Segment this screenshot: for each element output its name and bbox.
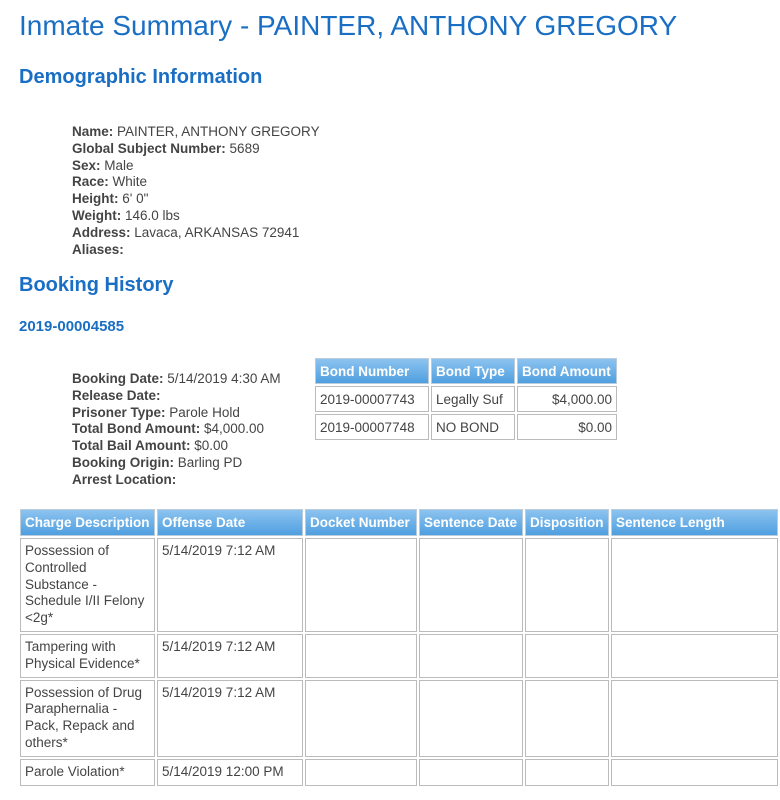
charge-description-cell: Possession of Controlled Substance - Schedule I/II Felony <2g* <box>20 538 155 632</box>
docket-number-cell <box>305 634 417 678</box>
charge-table <box>18 507 780 788</box>
field-prisoner-type: Prisoner Type: Parole Hold <box>72 404 240 420</box>
disposition-cell <box>525 680 609 757</box>
bond-type-cell: NO BOND <box>431 414 515 440</box>
charge-row <box>20 634 778 678</box>
field-total-bail-amount: Total Bail Amount: $0.00 <box>72 438 229 454</box>
bond-header-row <box>315 358 617 384</box>
charge-description-cell: Possession of Drug Paraphernalia - Pack, Repack and others* <box>20 680 155 757</box>
bond-amount-cell: $4,000.00 <box>517 386 617 412</box>
demographic-heading: Demographic Information <box>19 66 263 88</box>
offense-date-cell: 5/14/2019 7:12 AM <box>157 680 303 757</box>
charge-row <box>20 759 778 786</box>
field-total-bond-amount: Total Bond Amount: $4,000.00 <box>72 421 265 437</box>
disposition-cell <box>525 538 609 632</box>
field-arrest-location: Arrest Location: <box>72 471 177 487</box>
page-title: Inmate Summary - PAINTER, ANTHONY GREGORY <box>19 10 678 41</box>
sentence-length-cell <box>611 759 778 786</box>
sentence-length-cell <box>611 538 778 632</box>
bond-number-header: Bond Number <box>315 358 429 384</box>
docket-number-header: Docket Number <box>305 509 417 536</box>
sentence-date-cell <box>419 634 523 678</box>
bond-type-header: Bond Type <box>431 358 515 384</box>
sentence-date-cell <box>419 759 523 786</box>
field-aliases: Aliases: <box>72 241 124 257</box>
field-booking-date: Booking Date: 5/14/2019 4:30 AM <box>72 371 281 386</box>
disposition-cell <box>525 759 609 786</box>
field-release-date: Release Date: <box>72 387 161 403</box>
sentence-date-cell <box>419 680 523 757</box>
field-name: Name: PAINTER, ANTHONY GREGORY <box>72 124 320 139</box>
booking-info <box>72 371 281 489</box>
disposition-cell <box>525 634 609 678</box>
field-height: Height: 6' 0" <box>72 191 149 207</box>
offense-date-cell: 5/14/2019 12:00 PM <box>157 759 303 786</box>
charge-row <box>20 538 778 632</box>
bond-amount-cell: $0.00 <box>517 414 617 440</box>
charge-header-row <box>20 509 778 536</box>
field-address: Address: Lavaca, ARKANSAS 72941 <box>72 224 300 240</box>
bond-row <box>315 386 617 412</box>
bond-row <box>315 414 617 440</box>
sentence-length-cell <box>611 680 778 757</box>
field-sex: Sex: Male <box>72 157 134 173</box>
sentence-date-cell <box>419 538 523 632</box>
bond-table <box>313 356 619 442</box>
charge-description-cell: Tampering with Physical Evidence* <box>20 634 155 678</box>
disposition-header: Disposition <box>525 509 609 536</box>
charge-row <box>20 680 778 757</box>
field-weight: Weight: 146.0 lbs <box>72 207 180 223</box>
sentence-date-header: Sentence Date <box>419 509 523 536</box>
bond-amount-header: Bond Amount <box>517 358 617 384</box>
demographic-info <box>72 124 320 258</box>
bond-type-cell: Legally Suf <box>431 386 515 412</box>
sentence-length-header: Sentence Length <box>611 509 778 536</box>
booking-history-heading: Booking History <box>19 274 174 296</box>
docket-number-cell <box>305 538 417 632</box>
charge-description-header: Charge Description <box>20 509 155 536</box>
field-global-subject-number: Global Subject Number: 5689 <box>72 140 260 156</box>
docket-number-cell <box>305 680 417 757</box>
charge-description-cell: Parole Violation* <box>20 759 155 786</box>
bond-number-cell: 2019-00007743 <box>315 386 429 412</box>
field-booking-origin: Booking Origin: Barling PD <box>72 454 243 470</box>
offense-date-header: Offense Date <box>157 509 303 536</box>
charge-table-container <box>18 507 725 800</box>
field-race: Race: White <box>72 174 148 190</box>
booking-number: 2019-00004585 <box>19 318 125 335</box>
docket-number-cell <box>305 759 417 786</box>
offense-date-cell: 5/14/2019 7:12 AM <box>157 538 303 632</box>
bond-number-cell: 2019-00007748 <box>315 414 429 440</box>
offense-date-cell: 5/14/2019 7:12 AM <box>157 634 303 678</box>
sentence-length-cell <box>611 634 778 678</box>
